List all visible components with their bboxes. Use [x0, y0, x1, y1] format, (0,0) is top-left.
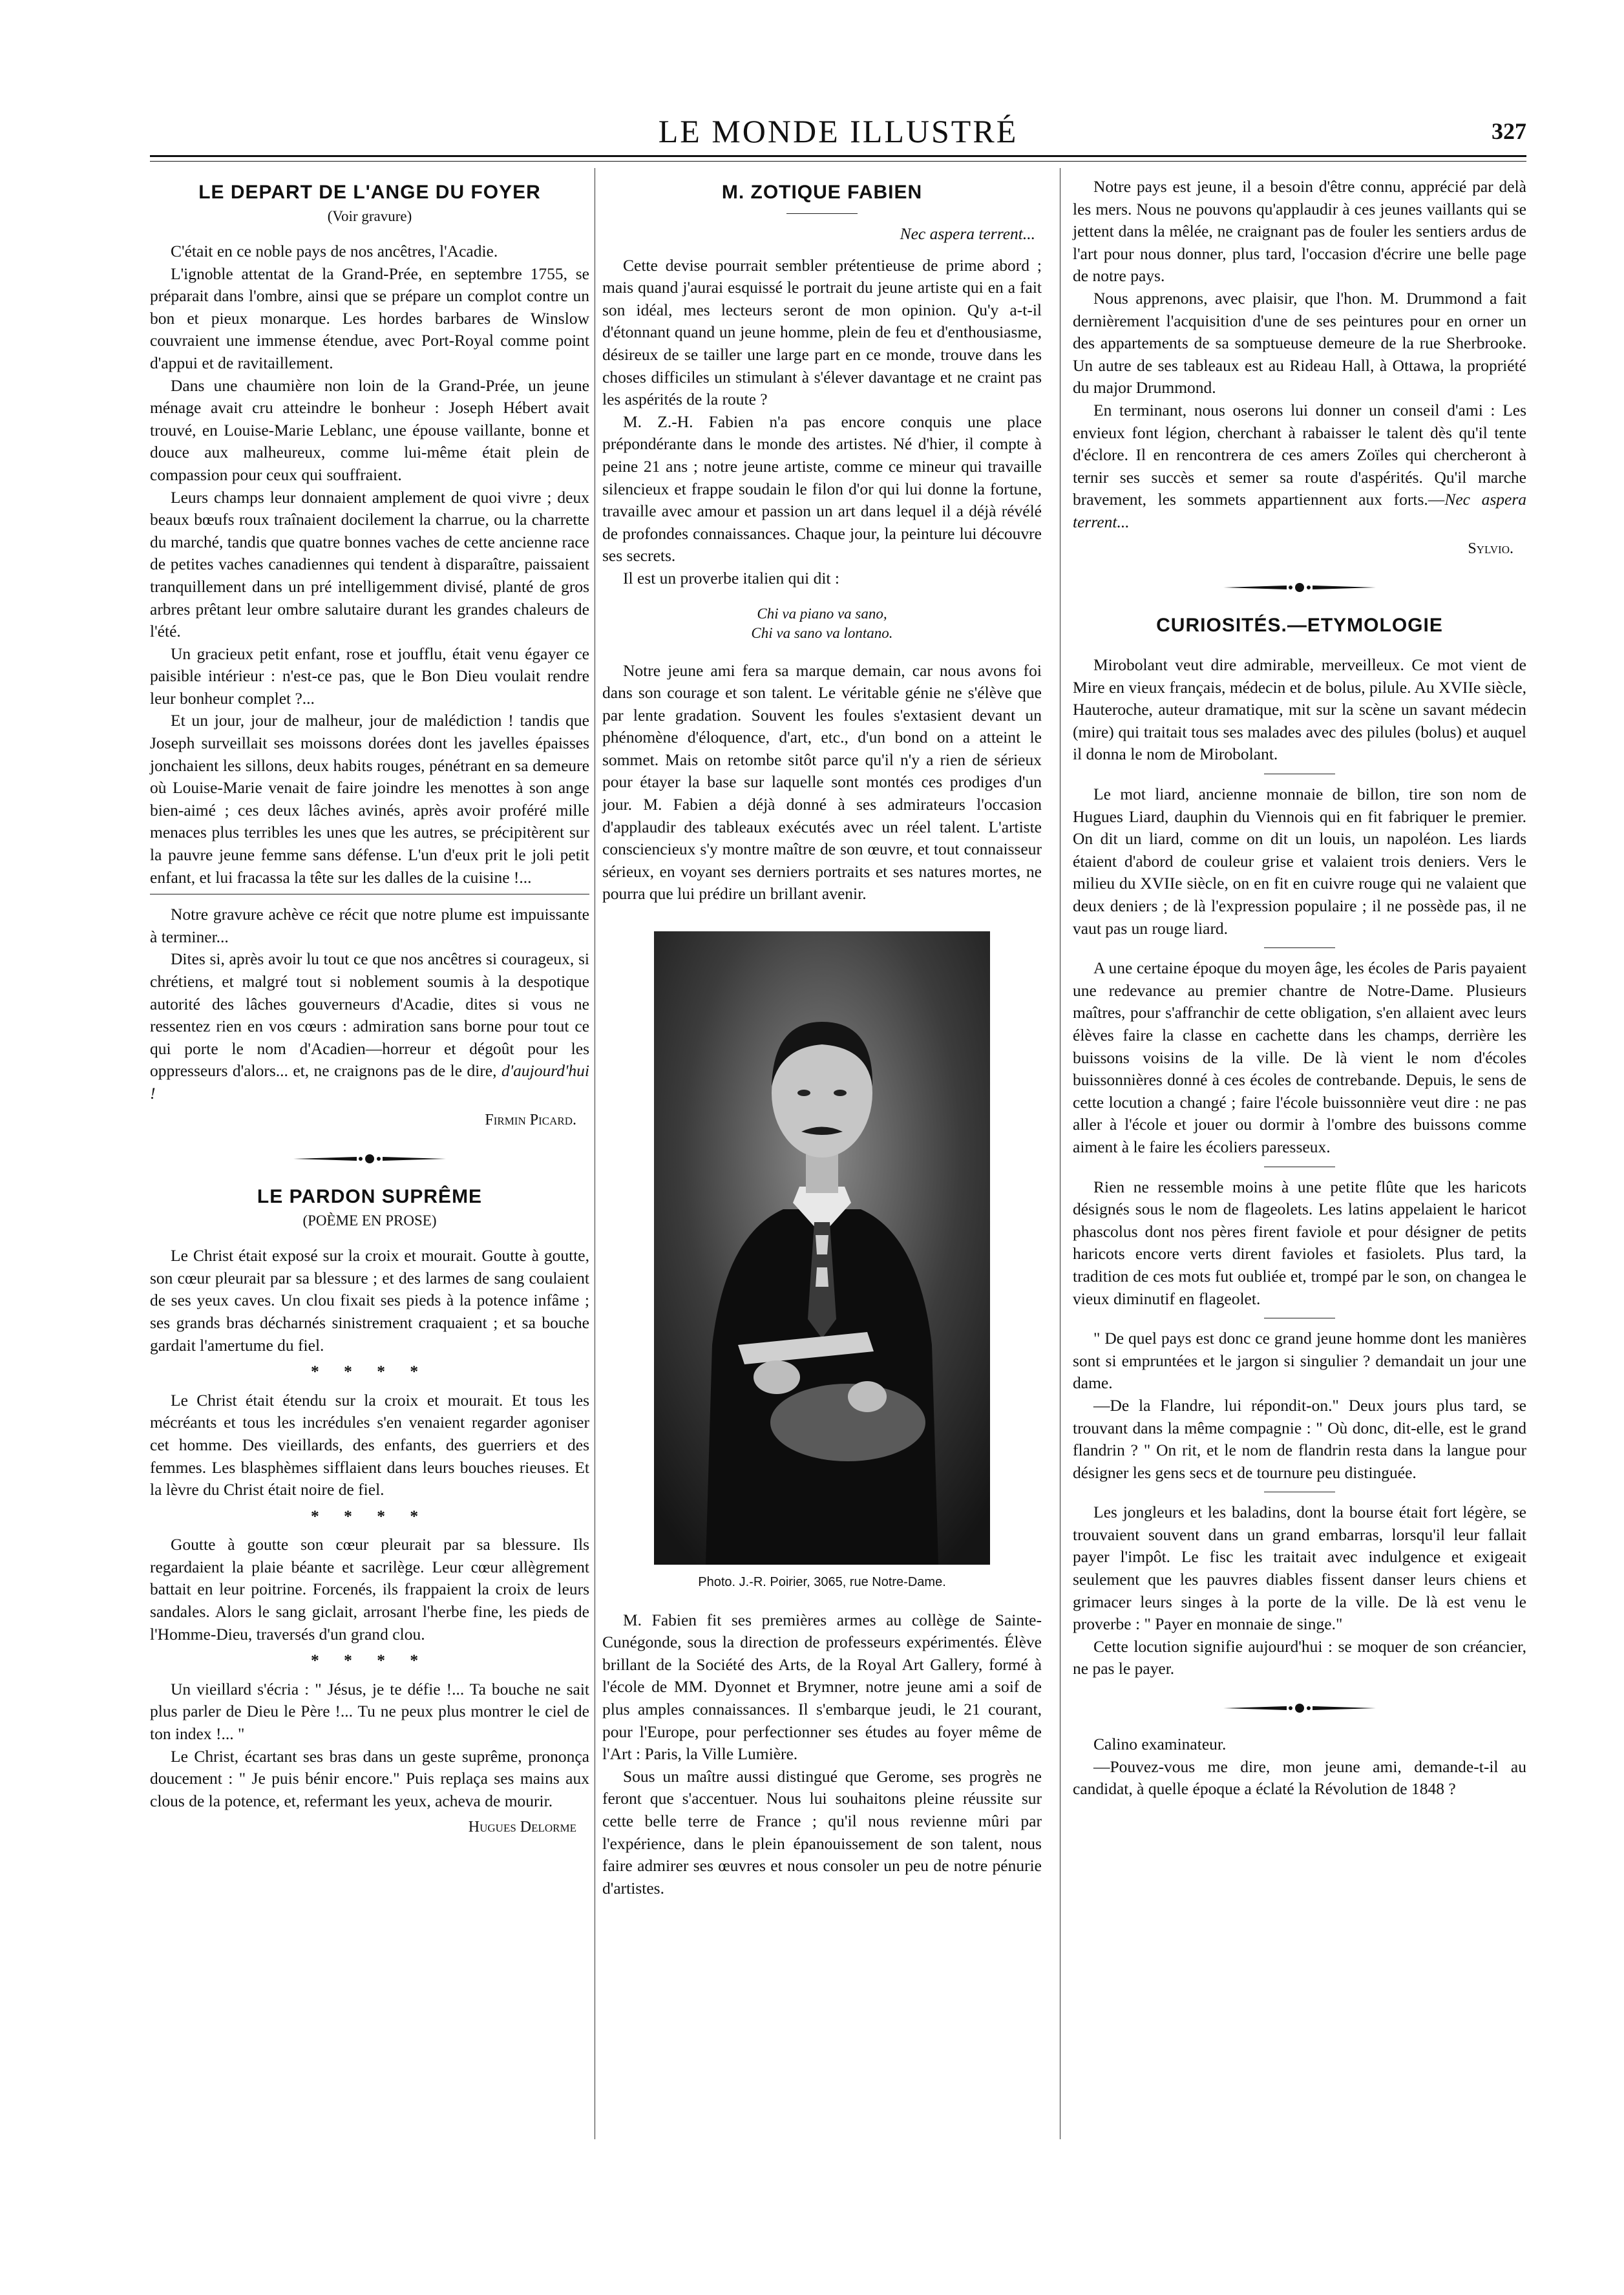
ornament-divider [1222, 582, 1377, 593]
epigraph: Nec aspera terrent... [900, 224, 1035, 243]
article-subtitle: (POÈME EN PROSE) [302, 1212, 437, 1229]
paragraph: Sous un maître aussi distingué que Gerome, ses progrès ne feront que s'accentuer. Nous lui souhaitons pleine réussite sur cette belle terre de France ; qu'il nous revienne mûri par l'expérience, dans le plein épanouissement de son talent, nous faire admirer ses œuvres et nous consoler un peu de notre pénurie d'artistes. [602, 1766, 1042, 1898]
paragraph: Un vieillard s'écria : " Jésus, je te défie !... Ta bouche ne sait plus parler de Dieu le Père !... Tu ne peux plus montrer le ciel de ton index !... " [150, 1679, 589, 1744]
paragraph: Le Christ était étendu sur la croix et mourait. Et tous les mécréants et tous les incrédules s'en venaient regarder agoniser cet homme. Des vieillards, des enfants, des guerriers et des femmes. Les blasphèmes sifflaient dans leurs bouches rieuses. Et la lèvre du Christ était noire de fiel. [150, 1390, 589, 1499]
paragraph-text: Dites si, après avoir lu tout ce que nos ancêtres si courageux, si chrétiens, et malgré tout si noblement soumis à la despotique autorité des lâches gouverneurs d'Acadie, dites si vous ne ressentez rien en vos cœurs : admiration sans borne pour tout ce qui porte le nom d'Acadien—horreur et dégoût pour les oppresseurs d'alors... et, ne craignons pas de le dire, [150, 949, 589, 1081]
paragraph: Leurs champs leur donnaient amplement de quoi vivre ; deux beaux bœufs roux traînaient docilement la charrue, ou la charrette du marché, tandis que quatre bonnes vaches de cette ancienne race de petites vaches canadiennes qui tendent à disparaître, paissaient tranquillement dans un pré intelligemment divisé, planté de gros arbres prêtant leur ombre salutaire durant les grandes chaleurs de l'été. [150, 487, 589, 641]
paragraph: Notre jeune ami fera sa marque demain, car nous avons foi dans son courage et son talent. Le véritable génie ne s'élève que par lente gradation. Souvent les foules s'extasient devant un phénomène d'éloquence, d'art, etc., d'un bond on a atteint le sommet. Mais on retombe sitôt parce qu'il n'y a rien de sérieux pour étayer la base sur laquelle sont montés ces prodiges d'un jour. M. Fabien a déjà donné à ses admirateurs l'occasion d'applaudir des tableaux exécutés avec un réel talent. L'artiste consciencieux s'y montre maître de son œuvre, et tout connaisseur sérieux, en voyant ses derniers portraits et ses natures mortes, ne pourra que lui prédire un brillant avenir. [602, 661, 1042, 904]
portrait-photo [654, 931, 990, 1565]
paragraph: M. Z.-H. Fabien n'a pas encore conquis une place prépondérante dans le monde des artistes. Né d'hier, il compte à peine 21 ans ; notre jeune artiste, comme ce mineur qui travaille silencieux et frappe soudain le filon d'or qui lui donne la fortune, travaille avec amour et passion un art dans lequel il a déjà révélé de profondes connaissances. Chaque jour, la peinture lui découvre ses secrets. [602, 412, 1042, 566]
masthead [150, 109, 1526, 154]
article-title: LE PARDON SUPRÊME [257, 1186, 483, 1208]
proverb [602, 604, 1042, 643]
section-rule [1264, 947, 1335, 948]
photo-caption: Photo. J.-R. Poirier, 3065, rue Notre-Dame. [698, 1575, 946, 1590]
paragraph: Cette locution signifie aujourd'hui : se moquer de son créancier, ne pas le payer. [1073, 1636, 1526, 1678]
paragraph: Cette devise pourrait sembler prétentieuse de prime abord ; mais quand j'aurai esquissé le portrait du jeune artiste qui en a fait son idéal, mes lecteurs seront de mon opinion. Qu'y a-t-il d'étonnant quand un jeune homme, plein de feu et d'enthousiasme, désireux de se tailler une large part en ce monde, trouve dans les choses difficiles un stimulant à s'élever davantage et ne craint pas les aspérités de la route ? [602, 255, 1042, 409]
paragraph: —De la Flandre, lui répondit-on." Deux jours plus tard, se trouvant dans la même compagnie : " Où donc, dit-elle, est le grand flandrin ? " On rit, et le nom de flandrin resta dans la langue pour désigner les gens secs et de tournure peu distinguée. [1073, 1395, 1526, 1482]
paragraph: —Pouvez-vous me dire, mon jeune ami, demande-t-il au candidat, à quelle époque a éclaté la Révolution de 1848 ? [1073, 1757, 1526, 1799]
paragraph-text: En terminant, nous oserons lui donner un conseil d'ami : Les envieux font légion, cherchant à rabaisser le talent dès qu'il tente d'éclore. Il en rencontrera de ces amers Zoïles qui chercheront à ternir ses succès et semer sa route d'aspérités. Qu'il marche bravement, les sommets appartiennent aux forts.— [1073, 400, 1526, 509]
stars-separator: * * * * [310, 1362, 429, 1381]
column-middle [602, 176, 1042, 1899]
article-title: LE DEPART DE L'ANGE DU FOYER [198, 182, 541, 203]
column-left [150, 176, 589, 1845]
column-right [1073, 176, 1526, 1801]
stars-separator: * * * * [310, 1506, 429, 1525]
portrait-image [654, 931, 990, 1565]
paragraph: Notre pays est jeune, il a besoin d'être connu, apprécié par delà les mers. Nous ne pouvons qu'applaudir à ces jeunes vaillants qui se jettent dans la mêlée, ne craignant pas de fouler les sentiers ardus de l'art pour nous donner, plus tard, l'occasion d'écrire une belle page de notre pays. [1073, 177, 1526, 286]
paragraph: Mirobolant veut dire admirable, merveilleux. Ce mot vient de Mire en vieux français, médecin et de bolus, pilule. Au XVIIe siècle, Hauteroche, auteur dramatique, mit sur la scène un savant médecin (mire) qui traitait tous ses malades avec des pilules (bolus) et auquel il donna le nom de Mirobolant. [1073, 655, 1526, 764]
paragraph: M. Fabien fit ses premières armes au collège de Sainte-Cunégonde, sous la direction de professeurs expérimentés. Élève brillant de la Société des Arts, de la Royal Art Gallery, formé à l'école de MM. Dyonnet et Brymner, notre jeune ami a soif de plus amples connaissances. Il s'embarque jeudi, le 21 courant, pour l'Europe, pour perfectionner ses études au foyer même de l'Art : Paris, la Ville Lumière. [602, 1610, 1042, 1764]
stars-separator: * * * * [310, 1651, 429, 1670]
paragraph: Un gracieux petit enfant, rose et joufflu, était venu égayer ce paisible intérieur : n'est-ce pas, que le Bon Dieu voulait rendre leur bonheur complet ?... [150, 644, 589, 708]
article-title: CURIOSITÉS.—ETYMOLOGIE [1156, 615, 1443, 637]
proverb-line: Chi va sano va lontano. [751, 624, 893, 641]
paragraph: Calino examinateur. [1093, 1735, 1227, 1754]
paragraph: Nous apprenons, avec plaisir, que l'hon. M. Drummond a fait dernièrement l'acquisition d'une de ses peintures pour en orner un des appartements de sa somptueuse demeure de la rue Sherbrooke. Un autre de ses tableaux est au Rideau Hall, à Ottawa, la propriété du major Drummond. [1073, 288, 1526, 397]
paragraph: Rien ne ressemble moins à une petite flûte que les haricots désignés sous le nom de flageolets. Les latins appelaient le haricot phascolus dont nos pères firent faviole et pour désigner de petits haricots encore verts dirent favioles et fasiolets. Plus tard, la tradition de ces mots fut oubliée et, trompé par le son, on changea le vieux diminutif en flageolet. [1073, 1177, 1526, 1308]
signature: Firmin Picard. [485, 1111, 576, 1128]
paragraph: Et un jour, jour de malheur, jour de malédiction ! tandis que Joseph surveillait ses moissons dorées dont les javelles épaisses jonchaient les sillons, deux habits rouges, pénétrant en sa demeure où Louise-Marie venait de faire joindre les menottes à son ange bien-aimé ; ces deux lâches avinés, après avoir proféré mille menaces plus terribles les unes que les autres, se précipitèrent sur la pauvre jeune femme sans défense. L'un d'eux prit le joli petit enfant, et lui fracassa la tête sur les dalles de la cuisine !... [150, 711, 589, 887]
paragraph: Dans une chaumière non loin de la Grand-Prée, un jeune ménage avait cru atteindre le bonheur : Joseph Hébert avait trouvé, en Louise-Marie Leblanc, une épouse vaillante, bonne et douce aux malheureux, comme lui-même était plein de compassion pour ceux qui souffraient. [150, 375, 589, 484]
paragraph: Goutte à goutte son cœur pleurait par sa blessure. Ils regardaient la plaie béante et sacrilège. Leur cœur allègrement battait en leur poitrine. Forcenés, ils frappaient la croix de leurs sandales. Alors le sang giclait, arrosant l'herbe fine, les pieds de l'Homme-Dieu, traversés d'un grand clou. [150, 1535, 589, 1644]
paragraph: A une certaine époque du moyen âge, les écoles de Paris payaient une redevance au premier chantre de Notre-Dame. Plusieurs maîtres, pour s'affranchir de cette obligation, s'en allaient avec leurs élèves faire la classe en cachette dans les champs, derrière les buissons voisins de la ville. De là vient le nom d'écoles buissonnières donné à ces écoles de contrebande. Depuis, le sens de cette locution a changé ; faire l'école buissonnière veut dire : ne pas aller à l'école et jouer ou dormir à l'ombre des buissons comme aiment à le faire les écoliers paresseux. [1073, 958, 1526, 1156]
paragraph [150, 948, 589, 1105]
paragraph: L'ignoble attentat de la Grand-Prée, en septembre 1755, se préparait dans l'ombre, ainsi que se prépare un complot contre un bon et pieux monarque. Les hordes barbares de Winslow couvraient une immense étendue, avec Port-Royal comme point d'appui et de ravitaillement. [150, 264, 589, 372]
paragraph: Notre gravure achève ce récit que notre plume est impuissante à terminer... [150, 905, 589, 946]
article-subtitle: (Voir gravure) [327, 208, 412, 224]
paragraph: " De quel pays est donc ce grand jeune homme dont les manières sont si empruntées et le jargon si singulier ? demandait un jour une dame. [1073, 1329, 1526, 1393]
paragraph: C'était en ce noble pays de nos ancêtres, l'Acadie. [171, 242, 498, 260]
signature: Hugues Delorme [468, 1819, 576, 1836]
article-title: M. ZOTIQUE FABIEN [721, 182, 923, 203]
paragraph: Les jongleurs et les baladins, dont la bourse était fort légère, se trouvaient souvent dans un grand embarras, lorsqu'il leur fallait payer l'impôt. Le fisc les traitait avec indulgence et exigeait seulement que les pauvres diables fissent danser leurs chiens et grimacer leurs singes à la porte de la ville. De là est venu le proverbe : " Payer en monnaie de singe." [1073, 1503, 1526, 1634]
ornament-divider [292, 1153, 447, 1165]
paragraph [1073, 399, 1526, 534]
title-rule [786, 213, 858, 214]
proverb-line: Chi va piano va sano, [757, 605, 887, 622]
publication-title: LE MONDE ILLUSTRÉ [658, 113, 1018, 149]
paragraph: Il est un proverbe italien qui dit : [623, 568, 839, 587]
ornament-divider [1222, 1702, 1377, 1714]
signature: Sylvio. [1468, 540, 1513, 557]
paragraph: Le Christ, écartant ses bras dans un geste suprême, prononça doucement : " Je puis bénir encore." Puis replaça ses mains aux clous de la potence, et, refermant les yeux, acheva de mourir. [150, 1746, 589, 1810]
header-rule [150, 155, 1526, 162]
page-number: 327 [1492, 118, 1526, 144]
paragraph: Le mot liard, ancienne monnaie de billon, tire son nom de Hugues Liard, dauphin du Viennois qui en fit fabriquer le premier. On dit un liard, comme on dit un louis, un napoléon. Les liards étaient d'abord de couleur grise et valaient trois deniers. Vers le milieu du XVIIe siècle, on en fit en cuivre rouge qui ne valaient que deux deniers ; de là l'expression populaire ; il ne possède pas, il ne vaut pas un rouge liard. [1073, 785, 1526, 938]
spacer [1073, 640, 1526, 654]
paragraph-italic: d'aujourd'hui ! [150, 1061, 589, 1103]
paragraph-italic: Nec aspera terrent... [1073, 490, 1526, 531]
paragraph: Le Christ était exposé sur la croix et mourait. Goutte à goutte, son cœur pleurait par sa blessure ; et des larmes de sang coulaient de ses yeux caves. Un clou fixait ses pieds à la potence infâme ; ses grands bras décharnés sinistrement craquaient ; et sa bouche gardait l'amertume du fiel. [150, 1246, 589, 1355]
